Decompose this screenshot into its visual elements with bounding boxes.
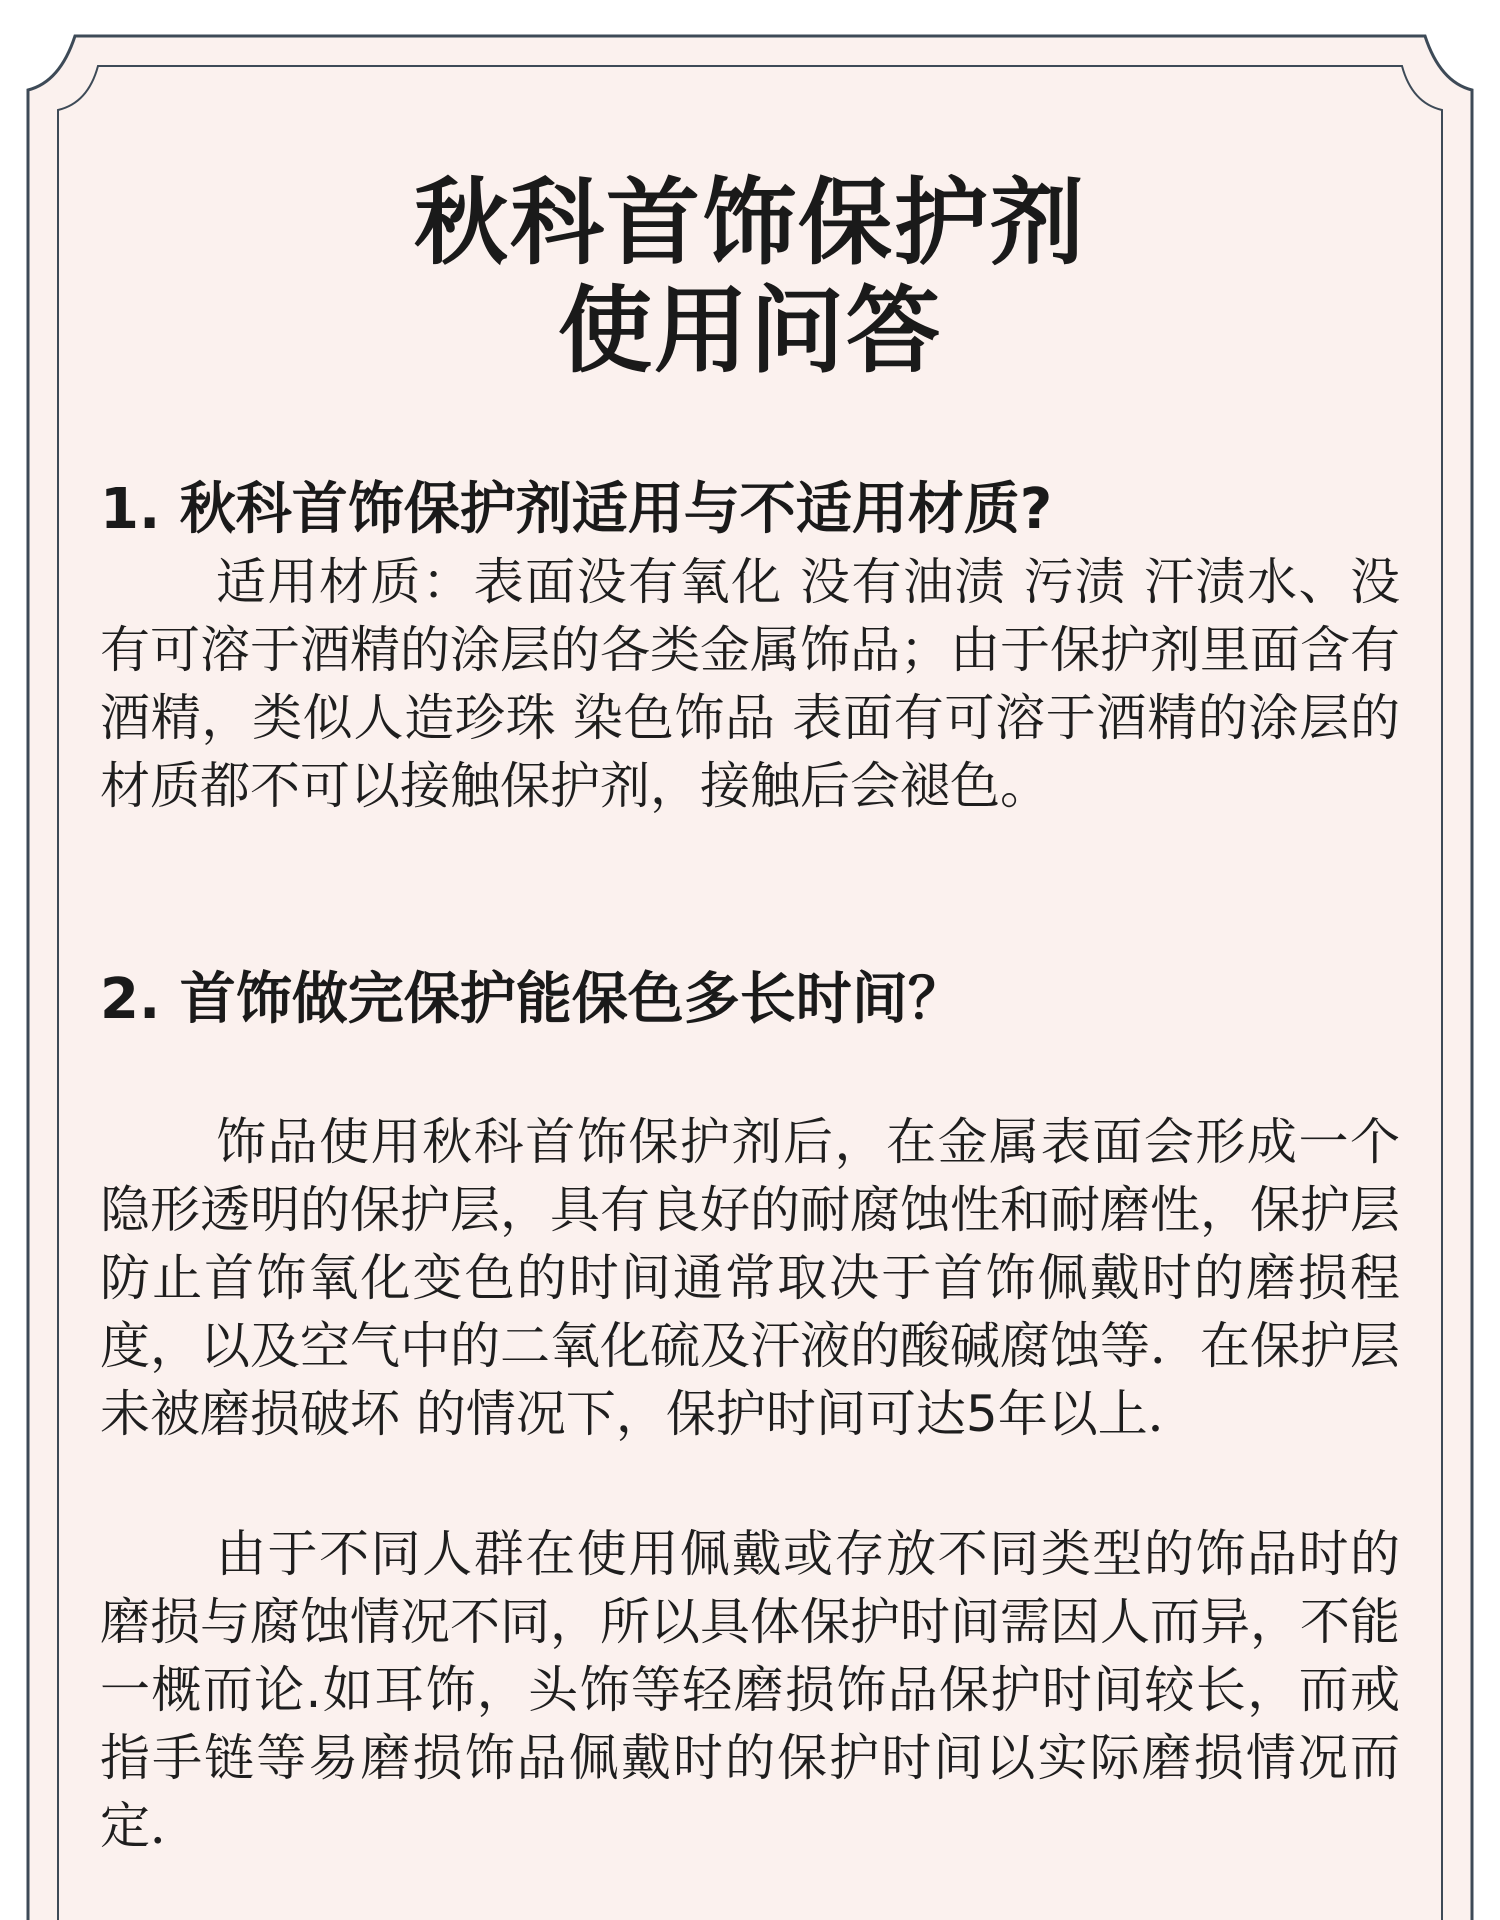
page-title bbox=[100, 170, 1400, 386]
document-content bbox=[100, 0, 1400, 1920]
question-1-answer: 适用材质：表面没有氧化 没有油渍 污渍 汗渍水、没有可溶于酒精的涂层的各类金属饰品；由于保护剂里面含有酒精，类似人造珍珠 染色饰品 表面有可溶于酒精的涂层的材质都不可以接触保护剂，接触后会褪色。 bbox=[100, 553, 1400, 815]
question-2-heading: 2. 首饰做完保护能保色多长时间？ bbox=[100, 967, 964, 1032]
question-1-heading: 1. 秋科首饰保护剂适用与不适用材质? bbox=[100, 477, 1053, 542]
question-2-answer-paragraph-2: 由于不同人群在使用佩戴或存放不同类型的饰品时的磨损与腐蚀情况不同，所以具体保护时间需因人而异，不能一概而论.如耳饰，头饰等轻磨损饰品保护时间较长，而戒指手链等易磨损饰品佩戴时的保护时间以实际磨损情况而定． bbox=[100, 1525, 1400, 1855]
question-2-answer-paragraph-1: 饰品使用秋科首饰保护剂后，在金属表面会形成一个隐形透明的保护层，具有良好的耐腐蚀性和耐磨性，保护层防止首饰氧化变色的时间通常取决于首饰佩戴时的磨损程度，以及空气中的二氧化硫及汗液的酸碱腐蚀等．在保护层未被磨损破坏 的情况下，保护时间可达5年以上． bbox=[100, 1113, 1400, 1443]
title-line-1: 秋科首饰保护剂 bbox=[413, 169, 1086, 278]
title-line-2: 使用问答 bbox=[557, 277, 942, 386]
